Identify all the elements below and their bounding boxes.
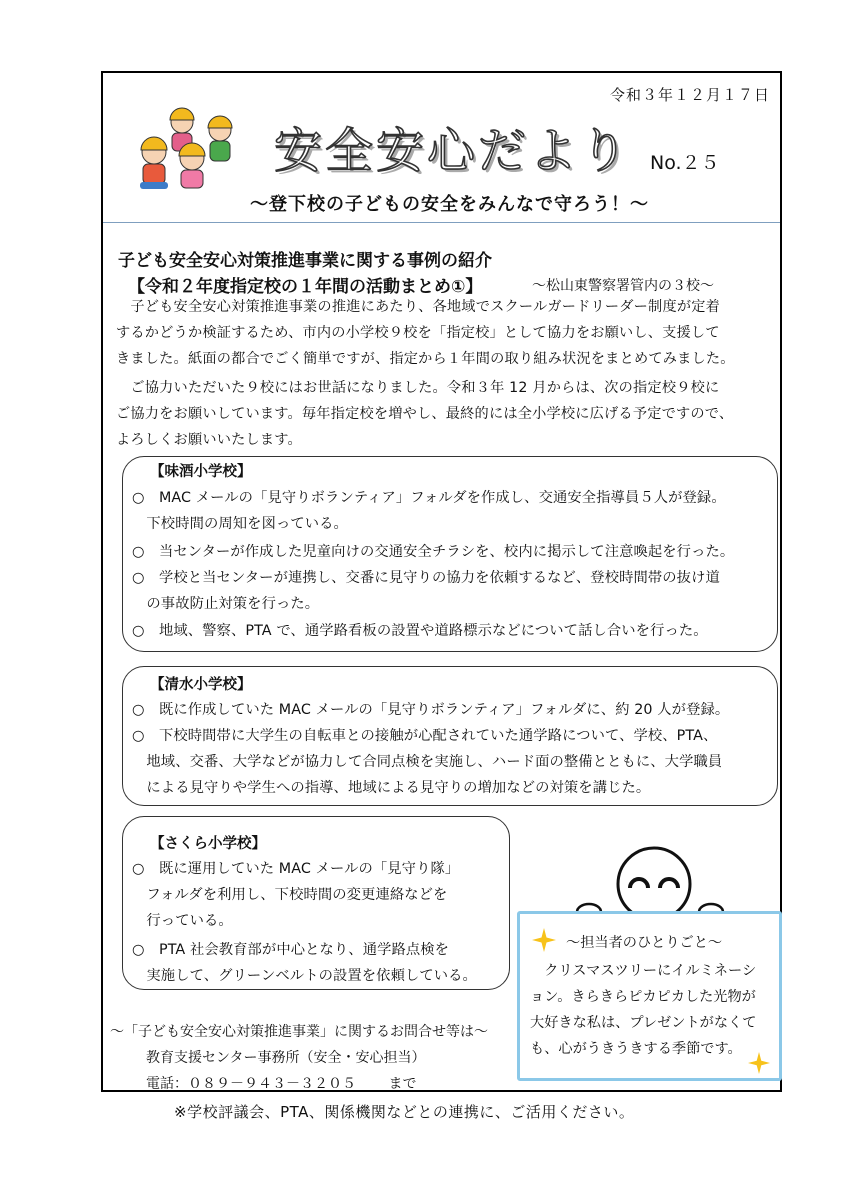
school-item: ○ 学校と当センターが連携し、交番に見守りの協力を依頼するなど、登校時間帯の抜け道 xyxy=(132,570,720,586)
issue-number: No.２５ xyxy=(650,152,720,174)
newsletter-subtitle: ～登下校の子どもの安全をみんなで守ろう！～ xyxy=(250,194,649,215)
section-heading: 子ども安全安心対策推進事業に関する事例の紹介 xyxy=(118,251,492,271)
school-item: ○ 当センターが作成した児童向けの交通安全チラシを、校内に掲示して注意喚起を行った。 xyxy=(132,544,735,560)
school-item: 行っている。 xyxy=(132,913,233,929)
intro-line: ご協力をお願いしています。毎年指定校を増やし、最終的には全小学校に広げる予定ですので、 xyxy=(116,406,734,422)
contact-intro: ～「子ども安全安心対策推進事業」に関するお問合せ等は～ xyxy=(110,1024,488,1040)
newsletter-title: 安全安心だより xyxy=(274,123,632,179)
school-item: による見守りや学生への指導、地域による見守りの増加などの対策を講じた。 xyxy=(132,780,651,796)
intro-line: ご協力いただいた９校にはお世話になりました。令和３年 12 月からは、次の指定校９校に xyxy=(116,380,720,396)
intro-line: 子ども安全安心対策推進事業の推進にあたり、各地域でスクールガードリーダー制度が定着 xyxy=(116,299,720,315)
section-subheading-note: ～松山東警察署管内の３校～ xyxy=(532,278,714,294)
school-item: ○ PTA 社会教育部が中心となり、通学路点検を xyxy=(132,942,450,958)
school-item: 下校時間の周知を図っている。 xyxy=(132,516,348,532)
staff-note-title: ～担当者のひとりごと～ xyxy=(566,935,723,951)
footer-note: ※学校評議会、PTA、関係機関などとの連携に、ご活用ください。 xyxy=(174,1103,635,1121)
contact-office: 教育支援センター事務所（安全・安心担当） xyxy=(146,1050,426,1066)
school-item: 実施して、グリーンベルトの設置を依頼している。 xyxy=(132,968,477,984)
staff-note-line: も、心がうきうきする季節です。 xyxy=(530,1041,742,1057)
school-item: ○ 既に作成していた MAC メールの「見守りボランティア」フォルダに、約 20 人が登録。 xyxy=(132,702,730,718)
contact-phone: 電話：０８９－９４３－３２０５ まで xyxy=(146,1076,417,1092)
school-name: 【味酒小学校】 xyxy=(150,464,252,480)
children-illustration xyxy=(128,100,248,192)
school-name: 【清水小学校】 xyxy=(150,677,252,693)
staff-note-line: クリスマスツリーにイルミネーシ xyxy=(530,963,757,979)
section-subheading: 【令和２年度指定校の１年間の活動まとめ①】 xyxy=(128,277,483,297)
staff-note-line: ョン。きらきらピカピカした光物が xyxy=(530,989,756,1005)
intro-line: よろしくお願いいたします。 xyxy=(116,432,302,448)
school-item: 地域、交番、大学などが協力して合同点検を実施し、ハード面の整備とともに、大学職員 xyxy=(132,754,723,770)
intro-line: きました。紙面の都合でごく簡単ですが、指定から１年間の取り組み状況をまとめてみました。 xyxy=(116,351,735,367)
intro-line: するかどうか検証するため、市内の小学校９校を「指定校」として協力をお願いし、支援して xyxy=(116,325,720,341)
header-divider xyxy=(103,222,780,223)
school-item: ○ 地域、警察、PTA で、通学路看板の設置や道路標示などについて話し合いを行った。 xyxy=(132,623,708,639)
school-item: ○ 下校時間帯に大学生の自転車との接触が心配されていた通学路について、学校、PTA、 xyxy=(132,728,718,744)
issue-date: 令和３年１２月１７日 xyxy=(610,86,771,104)
school-name: 【さくら小学校】 xyxy=(150,836,266,852)
school-item: フォルダを利用し、下校時間の変更連絡などを xyxy=(132,887,448,903)
school-item: ○ MAC メールの「見守りボランティア」フォルダを作成し、交通安全指導員５人が登録。 xyxy=(132,490,726,506)
school-item: ○ 既に運用していた MAC メールの「見守り隊」 xyxy=(132,861,460,877)
staff-note-line: 大好きな私は、プレゼントがなくて xyxy=(530,1015,757,1031)
sparkle-icon xyxy=(748,1052,770,1074)
school-item: の事故防止対策を行った。 xyxy=(132,596,320,612)
sparkle-icon xyxy=(532,928,556,952)
